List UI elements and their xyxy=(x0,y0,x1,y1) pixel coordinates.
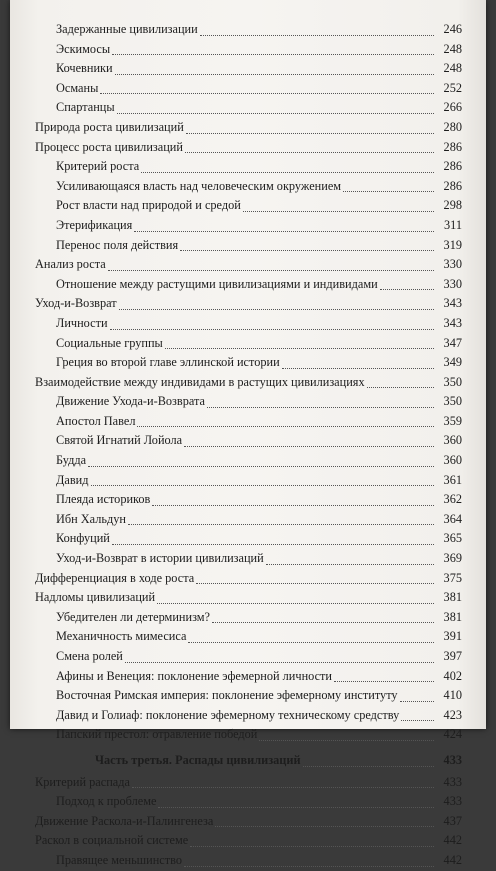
dot-leader xyxy=(119,308,434,310)
dot-leader xyxy=(112,53,434,55)
dot-leader xyxy=(137,425,434,427)
toc-entry-page: 252 xyxy=(443,80,462,95)
toc-entry-page: 410 xyxy=(443,688,462,703)
dot-leader xyxy=(207,406,434,408)
toc-entry-title: Анализ роста xyxy=(35,257,106,272)
toc-entry xyxy=(35,510,462,530)
toc-entry-page: 360 xyxy=(443,433,462,448)
dot-leader xyxy=(196,582,434,584)
dot-leader xyxy=(185,151,434,153)
toc-entry-page: 311 xyxy=(444,217,462,232)
toc-entry-page: 359 xyxy=(443,413,462,428)
toc-entry xyxy=(35,667,462,687)
toc-entry-title: Личности xyxy=(56,315,108,330)
toc-entry xyxy=(35,255,462,275)
dot-leader xyxy=(115,73,434,75)
toc-entry xyxy=(35,294,462,314)
toc-entry xyxy=(35,471,462,491)
toc-entry xyxy=(35,177,462,197)
toc-entry xyxy=(35,490,462,510)
toc-entry xyxy=(35,98,462,118)
dot-leader xyxy=(128,523,434,525)
dot-leader xyxy=(266,563,434,565)
toc-entry xyxy=(35,373,462,393)
dot-leader xyxy=(157,602,434,604)
toc-entry xyxy=(35,588,462,608)
toc-entry-page: 246 xyxy=(443,22,462,36)
dot-leader xyxy=(380,288,434,290)
toc-entry-title: Османы xyxy=(56,80,99,95)
toc-entry-title: Эскимосы xyxy=(56,41,111,56)
book-page xyxy=(10,0,486,867)
dot-leader xyxy=(200,34,434,36)
toc-entry-title: Уход-и-Возврат xyxy=(35,296,117,311)
toc-entry-page: 381 xyxy=(443,609,462,624)
toc-entry xyxy=(35,686,462,706)
toc-entry-title: Перенос поля действия xyxy=(56,237,179,252)
toc-entry-title: Святой Игнатий Лойола xyxy=(56,433,183,448)
toc-entry-title: Правящее меньшинство xyxy=(56,852,183,867)
toc-entry xyxy=(35,569,462,589)
toc-entry-page: 286 xyxy=(443,178,462,193)
dot-leader xyxy=(243,210,434,212)
toc-entry-title: Социальные группы xyxy=(56,335,163,350)
dot-leader xyxy=(165,347,434,349)
toc-entry-title: Часть третья. Распады цивилизаций xyxy=(95,752,301,767)
toc-entry-title: Убедителен ли детерминизм? xyxy=(56,609,210,624)
toc-entry xyxy=(35,275,462,295)
toc-entry xyxy=(35,647,462,667)
toc-entry-page: 248 xyxy=(443,41,462,56)
toc-entry-title: Папский престол: отравление победой xyxy=(56,727,258,742)
toc-entry-page: 423 xyxy=(443,707,462,722)
toc-entry xyxy=(35,40,462,60)
toc-entry-page: 330 xyxy=(443,257,462,272)
toc-entry xyxy=(35,79,462,99)
toc-entry xyxy=(35,608,462,628)
toc-entry-title: Спартанцы xyxy=(56,100,115,115)
toc-entry xyxy=(35,549,462,569)
toc-entry-page: 350 xyxy=(443,374,462,389)
dot-leader xyxy=(400,700,434,702)
toc-entry xyxy=(35,353,462,373)
toc-entry xyxy=(35,706,462,726)
toc-entry xyxy=(35,812,462,832)
toc-entry-title: Смена ролей xyxy=(56,649,123,663)
dot-leader xyxy=(282,367,434,369)
toc-entry-page: 343 xyxy=(443,315,462,330)
dot-leader xyxy=(367,386,434,388)
toc-entry-page: 319 xyxy=(443,237,462,252)
toc-entry xyxy=(35,138,462,158)
toc-entry-title: Природа роста цивилизаций xyxy=(35,119,184,134)
dot-leader xyxy=(91,484,434,486)
dot-leader xyxy=(334,680,434,682)
toc-entry-page: 391 xyxy=(443,629,462,644)
toc-entry-page: 349 xyxy=(443,355,462,370)
dot-leader xyxy=(188,641,434,643)
dot-leader xyxy=(212,621,434,623)
toc-entry-page: 433 xyxy=(443,794,462,809)
toc-entry xyxy=(35,314,462,334)
dot-leader xyxy=(132,786,434,788)
toc-entry-title: Дифференциация в ходе роста xyxy=(35,570,195,585)
toc-entry xyxy=(35,236,462,256)
toc-entry-page: 402 xyxy=(443,668,462,683)
toc-entry xyxy=(35,451,462,471)
dot-leader xyxy=(152,504,434,506)
toc-entry-title: Кочевники xyxy=(56,61,113,76)
toc-entry xyxy=(35,831,462,851)
toc-entry-title: Апостол Павел xyxy=(56,413,136,428)
dot-leader xyxy=(108,269,434,271)
dot-leader xyxy=(303,765,434,767)
toc-entry-title: Плеяда историков xyxy=(56,492,151,507)
toc-entry-page: 364 xyxy=(443,511,462,526)
toc-entry-title: Процесс роста цивилизаций xyxy=(35,139,183,154)
dot-leader xyxy=(100,92,434,94)
toc-entry-title: Уход-и-Возврат в истории цивилизаций xyxy=(56,551,264,566)
toc-entry-title: Движение Ухода-и-Возврата xyxy=(56,394,205,409)
toc-entry-title: Ибн Хальдун xyxy=(56,511,126,526)
toc-part-heading xyxy=(35,751,462,771)
dot-leader xyxy=(343,190,434,192)
toc-entry-page: 365 xyxy=(443,531,462,546)
toc-entry xyxy=(35,792,462,812)
toc-entry-page: 298 xyxy=(443,198,462,213)
toc-entry xyxy=(35,196,462,216)
toc-entry-title: Восточная Римская империя: поклонение эфемерному институту xyxy=(56,688,398,703)
toc-entry xyxy=(35,118,462,138)
toc-entry-page: 433 xyxy=(443,752,462,767)
toc-entry-title: Этерификация xyxy=(56,217,133,232)
toc-entry-page: 330 xyxy=(443,276,462,291)
dot-leader xyxy=(112,543,434,545)
toc-entry xyxy=(35,412,462,432)
toc-entry-page: 424 xyxy=(443,727,462,742)
dot-leader xyxy=(184,865,434,867)
toc-entry-page: 347 xyxy=(443,335,462,350)
toc-entry-title: Конфуций xyxy=(56,531,110,546)
toc-entry-title: Усиливающаяся власть над человеческим окружением xyxy=(56,178,342,193)
toc-entry-title: Отношение между растущими цивилизациями и индивидами xyxy=(56,276,378,291)
toc-entry-page: 437 xyxy=(443,813,462,828)
toc-entry xyxy=(35,851,462,871)
dot-leader xyxy=(180,249,434,251)
toc-entry-title: Будда xyxy=(56,453,87,468)
toc-entry-page: 361 xyxy=(443,472,462,487)
toc-entry xyxy=(35,627,462,647)
toc-entry-page: 280 xyxy=(443,119,462,134)
dot-leader xyxy=(184,445,434,447)
toc-entry xyxy=(35,529,462,549)
toc-entry-title: Давид xyxy=(56,472,89,487)
dot-leader xyxy=(190,845,434,847)
toc-entry-title: Афины и Венеция: поклонение эфемерной личности xyxy=(56,668,333,683)
toc-entry-page: 350 xyxy=(443,394,462,409)
toc-entry xyxy=(35,157,462,177)
toc-entry-page: 397 xyxy=(443,649,462,663)
toc-entry xyxy=(35,725,462,745)
toc-entry-title: Движение Раскола-и-Палингенеза xyxy=(35,813,214,828)
table-of-contents xyxy=(35,20,462,871)
toc-entry-title: Рост власти над природой и средой xyxy=(56,198,241,213)
toc-entry-title: Раскол в социальной системе xyxy=(35,833,189,848)
toc-entry-page: 375 xyxy=(443,570,462,585)
toc-entry-page: 442 xyxy=(443,833,462,848)
toc-entry xyxy=(35,59,462,79)
toc-entry-title: Механичность мимесиса xyxy=(56,629,187,644)
toc-entry-title: Критерий роста xyxy=(56,159,140,174)
toc-entry xyxy=(35,773,462,793)
toc-entry xyxy=(35,334,462,354)
toc-entry xyxy=(35,216,462,236)
dot-leader xyxy=(186,132,434,134)
dot-leader xyxy=(125,661,434,663)
dot-leader xyxy=(215,825,434,827)
dot-leader xyxy=(401,719,434,721)
toc-entry-page: 381 xyxy=(443,590,462,605)
dot-leader xyxy=(259,739,434,741)
toc-entry-title: Надломы цивилизаций xyxy=(35,590,156,605)
toc-entry-title: Давид и Голиаф: поклонение эфемерному техническому средству xyxy=(56,707,400,722)
toc-entry-title: Греция во второй главе эллинской истории xyxy=(56,355,280,370)
toc-entry xyxy=(35,20,462,40)
dot-leader xyxy=(110,328,434,330)
dot-leader xyxy=(117,112,434,114)
dot-leader xyxy=(88,465,434,467)
toc-entry-page: 266 xyxy=(443,100,462,115)
dot-leader xyxy=(134,230,434,232)
toc-entry-title: Критерий распада xyxy=(35,774,130,789)
toc-entry-page: 248 xyxy=(443,61,462,76)
dot-leader xyxy=(141,171,434,173)
toc-entry-page: 360 xyxy=(443,453,462,468)
toc-entry-page: 362 xyxy=(443,492,462,507)
toc-entry-title: Взаимодействие между индивидами в растущих цивилизациях xyxy=(35,374,365,389)
toc-entry-page: 433 xyxy=(443,774,462,789)
toc-entry-page: 286 xyxy=(443,139,462,154)
toc-entry xyxy=(35,431,462,451)
toc-entry-page: 369 xyxy=(443,551,462,566)
toc-entry-page: 442 xyxy=(443,852,462,867)
toc-entry xyxy=(35,392,462,412)
toc-entry-page: 286 xyxy=(443,159,462,174)
dot-leader xyxy=(158,806,434,808)
toc-entry-title: Задержанные цивилизации xyxy=(56,22,198,36)
toc-entry-page: 343 xyxy=(443,296,462,311)
toc-entry-title: Подход к проблеме xyxy=(56,794,157,809)
